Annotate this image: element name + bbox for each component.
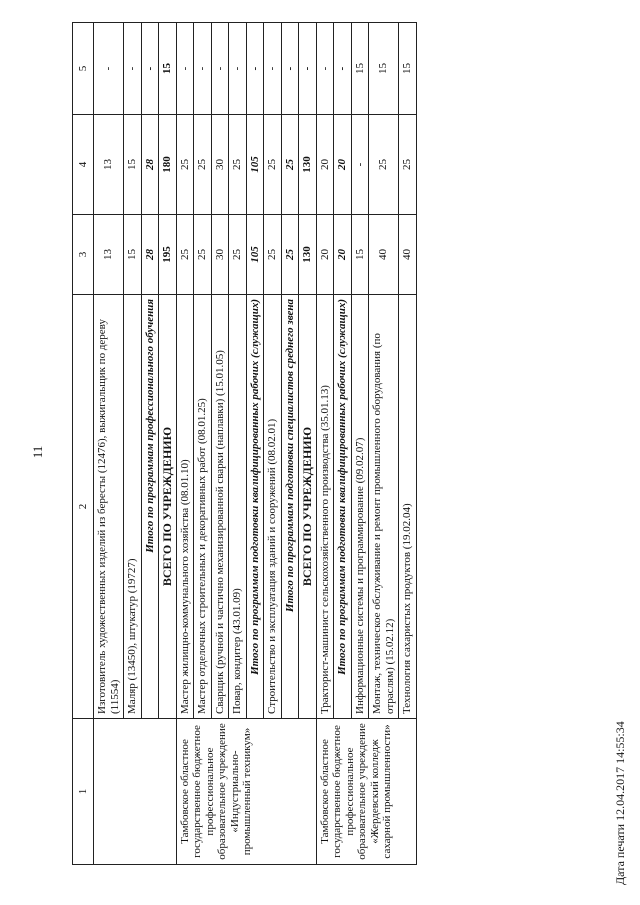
table-row xyxy=(176,23,194,865)
value-cell: 25 xyxy=(229,115,247,215)
value-cell: 15 xyxy=(351,215,369,295)
program-name: Информационные системы и программирование (09.02.07) xyxy=(351,295,369,719)
value-cell: 105 xyxy=(246,215,264,295)
program-name: Повар, кондитер (43.01.09) xyxy=(229,295,247,719)
value-cell: 15 xyxy=(399,23,417,115)
value-cell: - xyxy=(316,23,334,115)
program-name: Строительство и эксплуатация зданий и сооружений (08.02.01) xyxy=(264,295,282,719)
program-name: Мастер отделочных строительных и декоративных работ (08.01.25) xyxy=(194,295,212,719)
value-cell: 15 xyxy=(159,23,177,115)
value-cell: 25 xyxy=(176,115,194,215)
value-cell: 195 xyxy=(159,215,177,295)
value-cell: 13 xyxy=(94,115,124,215)
value-cell: 25 xyxy=(399,115,417,215)
program-name: Мастер жилищно-коммунального хозяйства (08.01.10) xyxy=(176,295,194,719)
header-cell: 4 xyxy=(73,115,94,215)
data-table xyxy=(72,22,417,865)
value-cell: - xyxy=(334,23,352,115)
value-cell: - xyxy=(229,23,247,115)
subtotal-label: Итого по программам подготовки специалистов среднего звена xyxy=(281,295,299,719)
subtotal-label: Итого по программам подготовки квалифицированных рабочих (служащих) xyxy=(246,295,264,719)
program-name: Изготовитель художественных изделий из бересты (12476), выжигальщик по дереву (11554) xyxy=(94,295,124,719)
value-cell: - xyxy=(194,23,212,115)
program-name: Тракторист-машинист сельскохозяйственного производства (35.01.13) xyxy=(316,295,334,719)
value-cell: - xyxy=(281,23,299,115)
value-cell: - xyxy=(351,115,369,215)
value-cell: 25 xyxy=(194,215,212,295)
value-cell: 180 xyxy=(159,115,177,215)
program-name: Сварщик (ручной и частично механизированной сварки (наплавки) (15.01.05) xyxy=(211,295,229,719)
header-cell: 1 xyxy=(73,719,94,865)
value-cell: 40 xyxy=(369,215,399,295)
value-cell: 105 xyxy=(246,115,264,215)
total-label: ВСЕГО ПО УЧРЕЖДЕНИЮ xyxy=(159,295,177,719)
value-cell: 28 xyxy=(141,215,159,295)
header-cell: 3 xyxy=(73,215,94,295)
print-date: Дата печати 12.04.2017 14:55:34 xyxy=(613,721,627,885)
value-cell: - xyxy=(299,23,317,115)
value-cell: 25 xyxy=(369,115,399,215)
value-cell: - xyxy=(246,23,264,115)
total-label: ВСЕГО ПО УЧРЕЖДЕНИЮ xyxy=(299,295,317,719)
value-cell: 25 xyxy=(264,115,282,215)
value-cell: - xyxy=(264,23,282,115)
value-cell: 13 xyxy=(94,215,124,295)
value-cell: 30 xyxy=(211,115,229,215)
value-cell: - xyxy=(141,23,159,115)
value-cell: 40 xyxy=(399,215,417,295)
table-header-row xyxy=(73,23,94,865)
value-cell: 130 xyxy=(299,215,317,295)
value-cell: 25 xyxy=(264,215,282,295)
value-cell: - xyxy=(124,23,142,115)
header-cell: 2 xyxy=(73,295,94,719)
value-cell: 25 xyxy=(229,215,247,295)
value-cell: 130 xyxy=(299,115,317,215)
value-cell: 25 xyxy=(176,215,194,295)
org-cell xyxy=(94,719,177,865)
program-name: Монтаж, техническое обслуживание и ремонт промышленного оборудования (по отраслям) (15.02.12) xyxy=(369,295,399,719)
table-row xyxy=(94,23,124,865)
org-name: Тамбовское областное государственное бюджетное профессиональное образовательное учреждение «Индустриально-промышленный техникум» xyxy=(176,719,316,865)
value-cell: 20 xyxy=(316,115,334,215)
subtotal-label: Итого по программам профессионального обучения xyxy=(141,295,159,719)
value-cell: 30 xyxy=(211,215,229,295)
header-cell: 5 xyxy=(73,23,94,115)
subtotal-label: Итого по программам подготовки квалифицированных рабочих (служащих) xyxy=(334,295,352,719)
value-cell: 20 xyxy=(316,215,334,295)
value-cell: 20 xyxy=(334,215,352,295)
program-name: Маляр (13450), штукатур (19727) xyxy=(124,295,142,719)
org-name: Тамбовское областное государственное бюджетное профессиональное образовательное учреждение «Жердевский колледж сахарной промышленности» xyxy=(316,719,416,865)
value-cell: 15 xyxy=(369,23,399,115)
value-cell: 20 xyxy=(334,115,352,215)
program-name: Технология сахаристых продуктов (19.02.04) xyxy=(399,295,417,719)
value-cell: 15 xyxy=(351,23,369,115)
value-cell: 15 xyxy=(124,115,142,215)
value-cell: 25 xyxy=(281,215,299,295)
table-row xyxy=(316,23,334,865)
value-cell: 25 xyxy=(194,115,212,215)
value-cell: - xyxy=(176,23,194,115)
value-cell: - xyxy=(94,23,124,115)
value-cell: 15 xyxy=(124,215,142,295)
value-cell: - xyxy=(211,23,229,115)
value-cell: 28 xyxy=(141,115,159,215)
page-number: 11 xyxy=(30,445,45,459)
value-cell: 25 xyxy=(281,115,299,215)
